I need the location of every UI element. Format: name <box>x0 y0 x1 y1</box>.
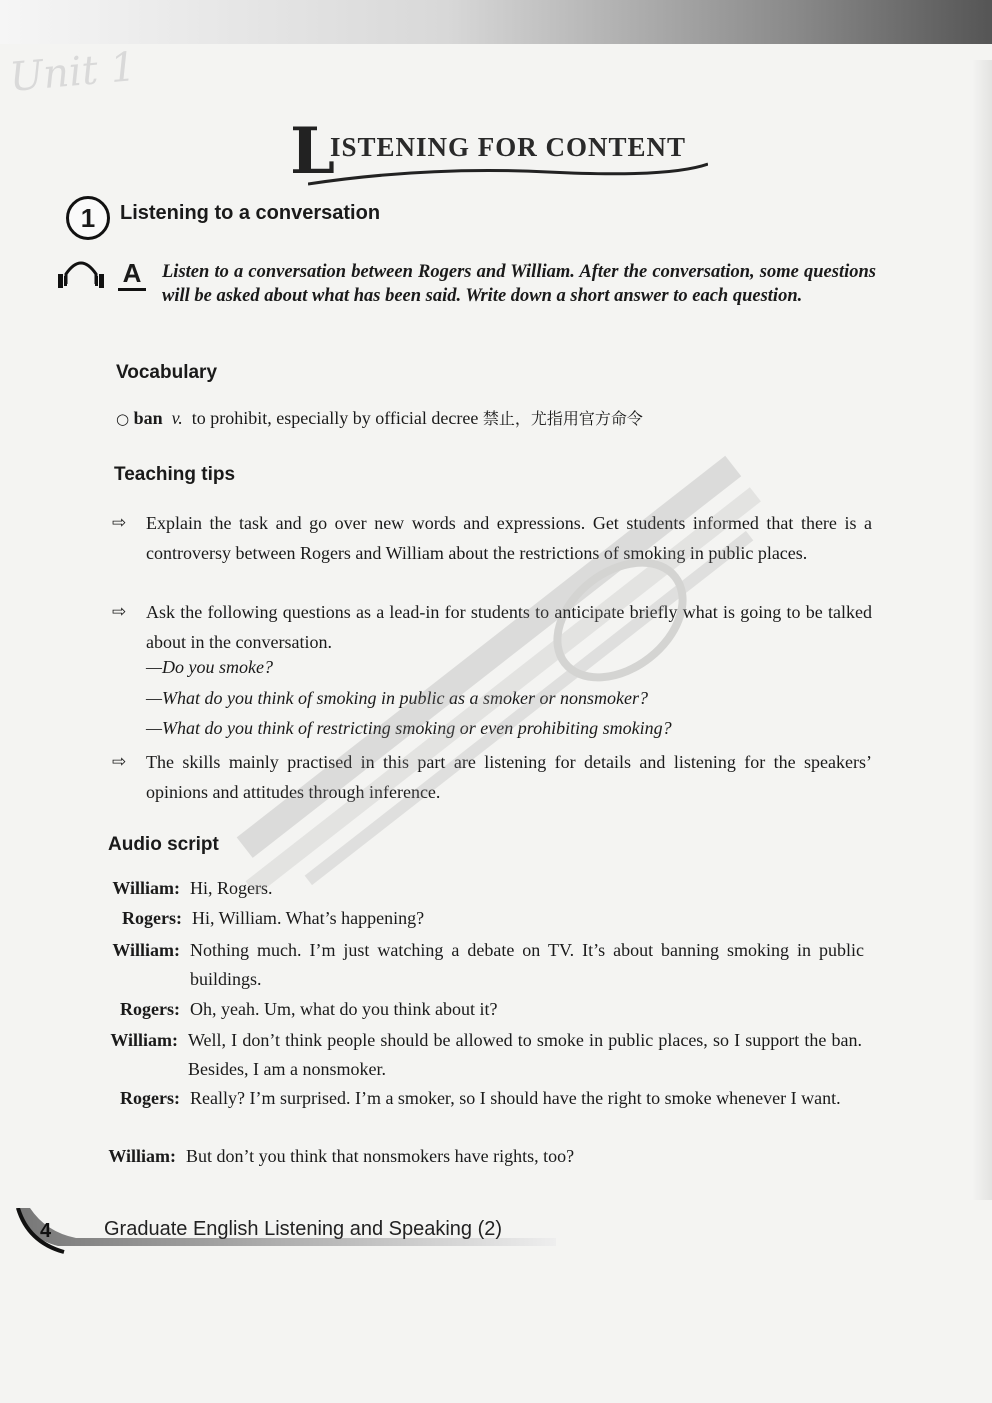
lead-in-question: —Do you smoke? <box>146 657 273 677</box>
script-line <box>110 904 866 933</box>
task-label: A <box>118 258 146 291</box>
script-line <box>108 995 864 1024</box>
script-line <box>108 874 864 903</box>
arrow-icon: ⇨ <box>112 752 127 772</box>
script-line <box>108 936 864 994</box>
speaker-name: Rogers: <box>122 908 182 928</box>
speaker-name: William: <box>110 1030 178 1050</box>
section-title <box>290 114 720 190</box>
speaker-text: Nothing much. I’m just watching a debate on TV. It’s about banning smoking in public buildings. <box>190 940 864 989</box>
audio-script-heading: Audio script <box>108 834 219 855</box>
page-edge-shadow <box>972 60 992 1200</box>
speaker-text: Well, I don’t think people should be allowed to smoke in public places, so I support the ban. Besides, I am a nonsmoker. <box>188 1030 862 1079</box>
lead-in-question: —What do you think of smoking in public as a smoker or nonsmoker? <box>146 688 648 708</box>
unit-ghost-logo: Unit 1 <box>7 44 138 101</box>
section-number-badge: 1 <box>66 196 110 240</box>
speaker-name: Rogers: <box>120 999 180 1019</box>
vocab-definition: to prohibit, especially by official decree <box>191 408 479 428</box>
speaker-text: Oh, yeah. Um, what do you think about it? <box>190 999 498 1019</box>
speaker-text: Really? I’m surprised. I’m a smoker, so I should have the right to smoke whenever I want. <box>190 1088 841 1108</box>
teaching-tip <box>112 597 872 657</box>
section-title-text: ISTENING FOR CONTENT <box>330 132 687 162</box>
script-line <box>108 1084 864 1113</box>
speaker-text: Hi, William. What’s happening? <box>192 908 425 928</box>
title-underline <box>308 162 708 192</box>
page-number: 4 <box>40 1220 52 1242</box>
speaker-text: But don’t you think that nonsmokers have rights, too? <box>186 1146 575 1166</box>
vocab-word: ban <box>133 408 163 428</box>
lead-in-question: —What do you think of restricting smoking or even prohibiting smoking? <box>146 718 672 738</box>
page-header-band <box>0 0 992 44</box>
teaching-tip-text: Ask the following questions as a lead-in for students to anticipate briefly what is going to be talked about in the conversation. <box>146 602 872 652</box>
section-title-initial: L <box>290 114 335 189</box>
task-instruction: Listen to a conversation between Rogers and William. After the conversation, some questions will be asked about what has been said. Write down a short answer to each question. <box>162 262 876 306</box>
speaker-name: William: <box>112 878 180 898</box>
script-line <box>106 1026 862 1084</box>
section-heading: Listening to a conversation <box>120 202 381 224</box>
speaker-name: William: <box>108 1146 176 1166</box>
vocab-chinese: 禁止，尤指用官方命令 <box>482 409 643 428</box>
teaching-tips-heading: Teaching tips <box>114 464 236 485</box>
vocab-part-of-speech: v. <box>171 408 183 428</box>
vocabulary-item <box>116 406 836 429</box>
arrow-icon: ⇨ <box>112 602 127 622</box>
speaker-name: Rogers: <box>120 1088 180 1108</box>
headphones-icon <box>54 258 108 290</box>
teaching-tip-text: The skills mainly practised in this part are listening for details and listening for the speakers’ opinions and attitudes through inference. <box>146 752 872 802</box>
teaching-tip <box>112 747 872 807</box>
vocabulary-heading: Vocabulary <box>116 362 218 383</box>
script-line <box>104 1142 860 1171</box>
vocab-bullet: ○ <box>116 410 130 428</box>
teaching-tip-text: Explain the task and go over new words and expressions. Get students informed that there is a controversy between Rogers and William about the restrictions of smoking in public places. <box>146 513 872 563</box>
speaker-text: Hi, Rogers. <box>190 878 273 898</box>
speaker-name: William: <box>112 940 180 960</box>
arrow-icon: ⇨ <box>112 513 127 533</box>
teaching-tip <box>112 508 872 568</box>
book-title: Graduate English Listening and Speaking (2) <box>104 1218 503 1240</box>
